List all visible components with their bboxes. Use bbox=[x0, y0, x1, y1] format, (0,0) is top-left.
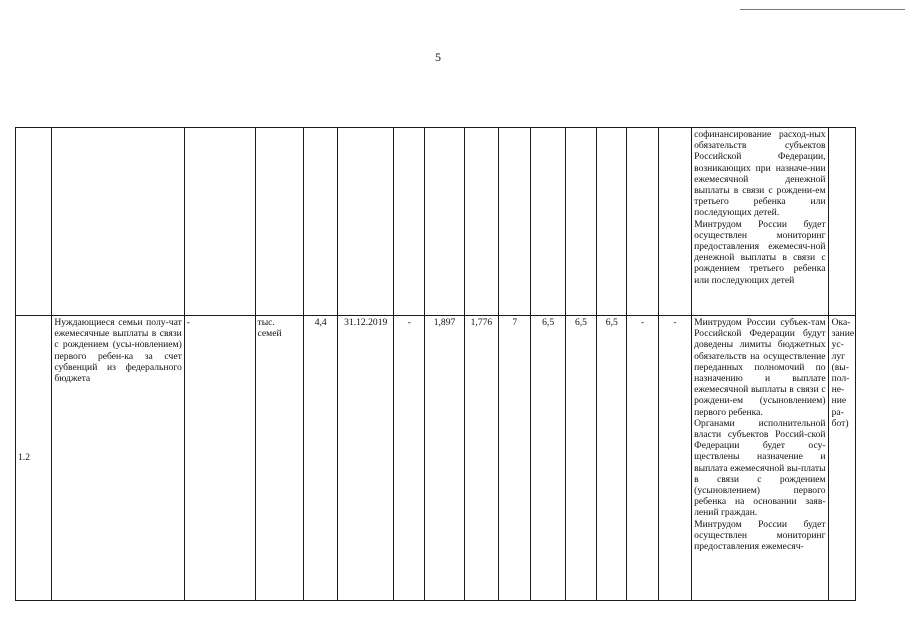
cell-name bbox=[52, 128, 184, 316]
row-c7: 6,5 bbox=[597, 316, 627, 601]
row-c2: 1,897 bbox=[425, 316, 464, 601]
cell-c5 bbox=[531, 128, 565, 316]
row-c1: - bbox=[394, 316, 425, 601]
row-c5: 6,5 bbox=[531, 316, 565, 601]
cell-number bbox=[16, 128, 52, 316]
row-unit: тыс. семей bbox=[255, 316, 304, 601]
row-measure bbox=[692, 316, 828, 601]
indicators-table bbox=[15, 127, 856, 601]
measure-paragraph: Минтрудом России будет осуществлен мониторинг предоставления ежемесяч- bbox=[694, 518, 826, 553]
cell-result-type bbox=[828, 128, 855, 316]
cell-c4 bbox=[499, 128, 531, 316]
row-base-value: 4,4 bbox=[304, 316, 338, 601]
row-c6: 6,5 bbox=[565, 316, 596, 601]
cell-c8 bbox=[627, 128, 658, 316]
cell-measure bbox=[692, 128, 828, 316]
cell-c2 bbox=[425, 128, 464, 316]
cell-type bbox=[184, 128, 255, 316]
row-result-type: Ока-зание ус-луг (вы-пол-не-ние ра-бот) bbox=[828, 316, 855, 601]
cell-c9 bbox=[658, 128, 691, 316]
cell-c1 bbox=[394, 128, 425, 316]
cell-base-value bbox=[304, 128, 338, 316]
row-number: 1.2 bbox=[16, 316, 52, 601]
page-number: 5 bbox=[435, 50, 441, 64]
top-margin-line bbox=[740, 9, 905, 10]
row-c3: 1,776 bbox=[464, 316, 498, 601]
row-c9: - bbox=[658, 316, 691, 601]
row-type: - bbox=[184, 316, 255, 601]
row-date: 31.12.2019 bbox=[338, 316, 394, 601]
cell-c7 bbox=[597, 128, 627, 316]
cell-date bbox=[338, 128, 394, 316]
row-name: Нуждающиеся семьи полу-чат ежемесячные выплаты в связи с рождением (усы-новлением) первого ребен-ка за счет субвенций из федерального бюджета bbox=[52, 316, 184, 601]
measure-paragraph: Органами исполнительной власти субъектов Россий-ской Федерации будет осу-ществлены назначение и выплата ежемесячной вы-платы в связи с рождением (усыновлением) первого ребенка на основании заяв-лений граждан. bbox=[694, 417, 826, 519]
cell-unit bbox=[255, 128, 304, 316]
row-c8: - bbox=[627, 316, 658, 601]
cell-c3 bbox=[464, 128, 498, 316]
cell-c6 bbox=[565, 128, 596, 316]
measure-paragraph: софинансирование расход-ных обязательств субъектов Российской Федерации, возникающих при назначе-нии ежемесячной денежной выплаты в связи с рождени-ем третьего ребенка или последующих детей. bbox=[694, 129, 826, 219]
row-c4: 7 bbox=[499, 316, 531, 601]
table-row-continued bbox=[16, 128, 856, 316]
table-row-1-2 bbox=[16, 316, 856, 601]
measure-paragraph: Минтрудом России будет осуществлен мониторинг предоставления ежемесяч-ной денежной выплаты в связи с рождением третьего ребенка или последующих детей bbox=[694, 218, 826, 286]
measure-paragraph: Минтрудом России субъек-там Российской Федерации будут доведены лимиты бюджетных обязательств на осуществление переданных полномочий по назначению и выплате ежемесячной выплаты в связи с рождени-ем (усыновлением) первого ребенка. bbox=[694, 317, 826, 418]
